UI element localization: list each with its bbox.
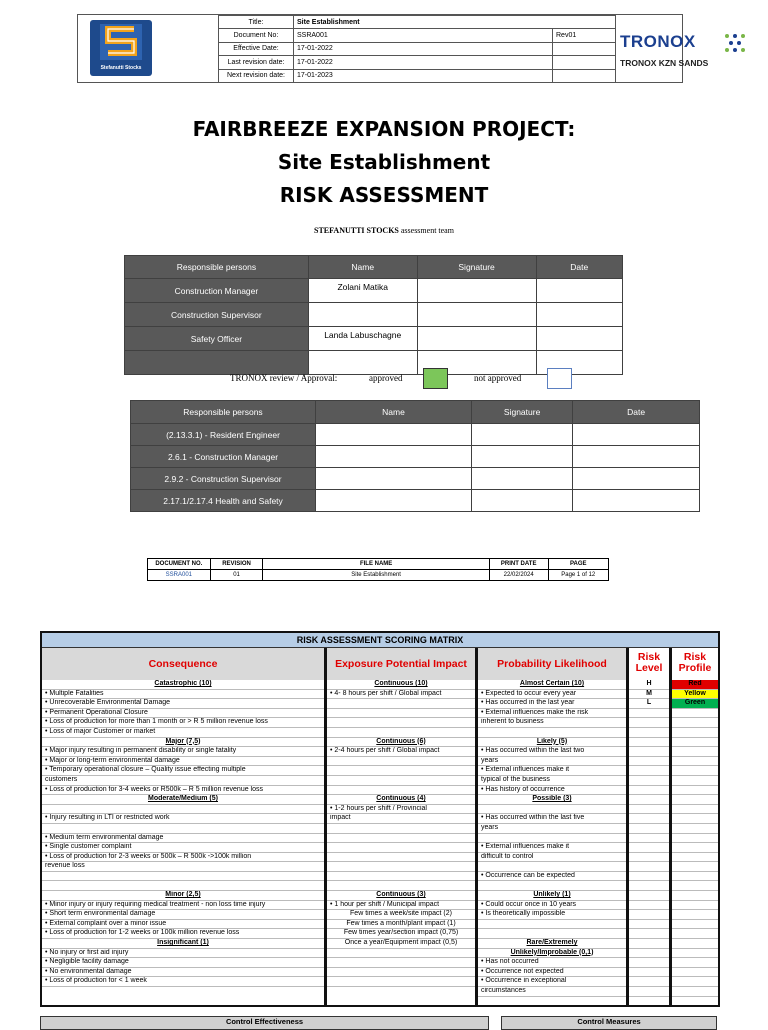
criteria-line <box>327 786 475 796</box>
criteria-line <box>478 862 626 872</box>
criteria-line: impact <box>327 814 475 824</box>
table-row <box>125 303 623 327</box>
criteria-line: • External influences make the risk <box>478 709 626 719</box>
header-extra <box>553 42 616 55</box>
criteria-line: circumstances <box>478 987 626 997</box>
column-header: Name <box>308 256 417 279</box>
criteria-line: Once a year/Equipment impact (0,5) <box>327 939 475 949</box>
criteria-line <box>42 824 324 834</box>
criteria-line: difficult to control <box>478 853 626 863</box>
responsible-role: 2.6.1 - Construction Manager <box>131 446 316 468</box>
column-header: Date <box>573 401 700 424</box>
criteria-line <box>327 968 475 978</box>
empty-cell <box>629 920 669 930</box>
criteria-line: • Short term environmental damage <box>42 910 324 920</box>
doc-info-value: SSRA001 <box>148 570 211 581</box>
empty-cell <box>672 872 718 882</box>
document-header <box>77 14 709 83</box>
header-extra <box>553 56 616 69</box>
risk-level-value: L <box>629 699 669 709</box>
table-row <box>131 468 700 490</box>
empty-cell <box>672 987 718 997</box>
responsible-role: Construction Supervisor <box>125 303 309 327</box>
header-extra <box>553 69 616 82</box>
criteria-line <box>478 728 626 738</box>
criteria-line <box>478 834 626 844</box>
signature-cell[interactable] <box>472 490 573 512</box>
column-divider <box>324 648 327 1005</box>
tronox-brand: TRONOX <box>620 32 696 51</box>
date-cell[interactable] <box>573 424 700 446</box>
person-name <box>308 303 417 327</box>
responsible-role: Safety Officer <box>125 327 309 351</box>
category-heading: Rare/Extremely <box>478 939 626 949</box>
risk-scoring-matrix <box>40 631 720 1007</box>
column-header: Responsible persons <box>131 401 316 424</box>
sign-off-table <box>130 400 700 512</box>
empty-cell <box>672 776 718 786</box>
stefanutti-logo-box <box>78 15 219 82</box>
empty-cell <box>672 728 718 738</box>
category-heading: Unlikely (1) <box>478 891 626 901</box>
empty-cell <box>629 891 669 901</box>
empty-cell <box>672 834 718 844</box>
criteria-line <box>478 929 626 939</box>
empty-cell <box>672 910 718 920</box>
criteria-line: • Loss of production for 2-3 weeks or 500k – R 500k ->100k million <box>42 853 324 863</box>
criteria-line: • Occurrence can be expected <box>478 872 626 882</box>
empty-cell <box>629 805 669 815</box>
stefanutti-logo-text: Stefanutti Stocks <box>100 65 142 71</box>
header-value: SSRA001 <box>294 29 553 42</box>
empty-cell <box>672 747 718 757</box>
header-value: 17-01-2022 <box>294 56 553 69</box>
column-header: Name <box>316 401 472 424</box>
signature-cell[interactable] <box>417 303 536 327</box>
stefanutti-s-icon <box>90 20 152 66</box>
header-row <box>219 42 616 55</box>
empty-cell <box>629 747 669 757</box>
criteria-line: Few times a week/site impact (2) <box>327 910 475 920</box>
criteria-line: • Loss of production for more than 1 month or > R 5 million revenue loss <box>42 718 324 728</box>
criteria-line: • Unrecoverable Environmental Damage <box>42 699 324 709</box>
criteria-line <box>42 881 324 891</box>
criteria-line <box>327 977 475 987</box>
empty-cell <box>672 891 718 901</box>
empty-cell <box>672 786 718 796</box>
empty-cell <box>672 766 718 776</box>
criteria-line: • Is theoretically impossible <box>478 910 626 920</box>
header-value: Site Establishment <box>294 16 616 29</box>
empty-cell <box>672 949 718 959</box>
empty-cell <box>629 824 669 834</box>
empty-cell <box>672 738 718 748</box>
empty-cell <box>672 718 718 728</box>
category-heading: Moderate/Medium (5) <box>42 795 324 805</box>
category-heading: Possible (3) <box>478 795 626 805</box>
doc-info-value: Page 1 of 12 <box>548 570 608 581</box>
team-company: STEFANUTTI STOCKS <box>314 226 399 235</box>
criteria-line <box>327 709 475 719</box>
tronox-subtitle: TRONOX KZN SANDS <box>620 58 709 68</box>
criteria-line: • Has history of occurrence <box>478 786 626 796</box>
criteria-line <box>327 728 475 738</box>
risk-profile-value: Green <box>672 699 718 709</box>
criteria-line <box>327 757 475 767</box>
column-divider <box>475 648 478 1005</box>
header-label: Next revision date: <box>219 69 294 82</box>
doc-info-value: Site Establishment <box>263 570 489 581</box>
table-row <box>125 327 623 351</box>
category-heading: Catastrophic (10) <box>42 680 324 690</box>
header-label: Last revision date: <box>219 56 294 69</box>
criteria-line <box>327 958 475 968</box>
criteria-line: • Has occurred within the last five <box>478 814 626 824</box>
criteria-line: • 4- 8 hours per shift / Global impact <box>327 690 475 700</box>
doc-info-header: PRINT DATE <box>489 559 548 570</box>
criteria-line: customers <box>42 776 324 786</box>
empty-cell <box>672 920 718 930</box>
criteria-line: • Occurrence in exceptional <box>478 977 626 987</box>
header-row <box>219 56 616 69</box>
criteria-line <box>327 862 475 872</box>
category-heading: Minor (2,5) <box>42 891 324 901</box>
criteria-line: • Loss of major Customer or market <box>42 728 324 738</box>
empty-cell <box>672 958 718 968</box>
date-cell[interactable] <box>573 468 700 490</box>
empty-cell <box>629 977 669 987</box>
table-row <box>131 446 700 468</box>
table-row <box>131 424 700 446</box>
criteria-line: • Has occurred in the last year <box>478 699 626 709</box>
date-cell[interactable] <box>536 303 622 327</box>
empty-cell <box>629 766 669 776</box>
empty-cell <box>672 709 718 719</box>
criteria-line: • Major or long-term environmental damage <box>42 757 324 767</box>
criteria-line <box>478 805 626 815</box>
criteria-line: • Injury resulting in LTI or restricted work <box>42 814 324 824</box>
empty-cell <box>629 795 669 805</box>
risk-level-value: M <box>629 690 669 700</box>
header-row <box>219 29 616 42</box>
risk-profile-header: Risk Profile <box>672 648 718 680</box>
criteria-line <box>327 872 475 882</box>
header-label: Document No: <box>219 29 294 42</box>
matrix-title: RISK ASSESSMENT SCORING MATRIX <box>42 633 718 648</box>
empty-cell <box>672 814 718 824</box>
header-row <box>219 69 616 82</box>
risk-level-value: H <box>629 680 669 690</box>
empty-cell <box>672 881 718 891</box>
exposure-header: Exposure Potential Impact <box>327 648 475 680</box>
column-divider <box>626 648 629 1005</box>
empty-cell <box>672 939 718 949</box>
criteria-line: revenue loss <box>42 862 324 872</box>
document-title: Site Establishment <box>277 150 491 174</box>
criteria-line <box>327 776 475 786</box>
criteria-line: • Major injury resulting in permanent disability or single fatality <box>42 747 324 757</box>
criteria-line <box>327 699 475 709</box>
risk-assessment-heading: RISK ASSESSMENT <box>279 183 489 207</box>
empty-cell <box>672 929 718 939</box>
criteria-line <box>42 805 324 815</box>
criteria-line: • Loss of production for < 1 week <box>42 977 324 987</box>
name-cell[interactable] <box>316 468 472 490</box>
empty-cell <box>672 805 718 815</box>
project-title: FAIRBREEZE EXPANSION PROJECT: <box>192 117 576 141</box>
criteria-line: years <box>478 824 626 834</box>
empty-cell <box>672 901 718 911</box>
person-name: Landa Labuschagne <box>308 327 417 351</box>
empty-cell <box>672 843 718 853</box>
criteria-line <box>327 766 475 776</box>
signature-cell[interactable] <box>417 327 536 351</box>
control-effectiveness-header: Control Effectiveness <box>40 1016 489 1030</box>
empty-cell <box>629 862 669 872</box>
empty-cell <box>629 786 669 796</box>
criteria-line <box>327 718 475 728</box>
table-row <box>125 279 623 303</box>
responsible-role <box>125 351 309 375</box>
empty-cell <box>672 757 718 767</box>
tronox-logo-box <box>616 15 709 82</box>
criteria-line: • 1 hour per shift / Municipal impact <box>327 901 475 911</box>
probability-header: Probability Likelihood <box>478 648 626 680</box>
empty-cell <box>629 958 669 968</box>
empty-cell <box>629 968 669 978</box>
criteria-line: • Could occur once in 10 years <box>478 901 626 911</box>
column-header: Signature <box>417 256 536 279</box>
header-label: Effective Date: <box>219 42 294 55</box>
signature-cell[interactable] <box>472 424 573 446</box>
risk-level-header: Risk Level <box>629 648 669 680</box>
document-info-table <box>147 558 609 581</box>
criteria-line: • Loss of production for 1-2 weeks or 100k million revenue loss <box>42 929 324 939</box>
empty-cell <box>629 718 669 728</box>
name-cell[interactable] <box>316 446 472 468</box>
category-heading: Major (7,5) <box>42 738 324 748</box>
column-divider <box>669 648 672 1005</box>
empty-cell <box>629 949 669 959</box>
criteria-line: Few times a month/plant impact (1) <box>327 920 475 930</box>
date-cell[interactable] <box>573 490 700 512</box>
signature-cell[interactable] <box>417 279 536 303</box>
empty-cell <box>629 901 669 911</box>
approval-label: TRONOX review / Approval: <box>230 373 338 383</box>
doc-info-value: 01 <box>210 570 263 581</box>
name-cell[interactable] <box>316 424 472 446</box>
criteria-line <box>327 824 475 834</box>
table-row <box>131 490 700 512</box>
header-row <box>219 16 616 29</box>
column-header: Signature <box>472 401 573 424</box>
criteria-line: years <box>478 757 626 767</box>
criteria-line: • External influences make it <box>478 843 626 853</box>
criteria-line <box>327 881 475 891</box>
criteria-line <box>327 834 475 844</box>
category-heading: Likely (5) <box>478 738 626 748</box>
doc-info-header: REVISION <box>210 559 263 570</box>
criteria-line <box>327 843 475 853</box>
not-approved-checkbox[interactable] <box>547 368 572 389</box>
category-heading: Continuous (4) <box>327 795 475 805</box>
exposure-column <box>327 680 475 987</box>
header-extra: Rev01 <box>553 29 616 42</box>
column-header: Date <box>536 256 622 279</box>
criteria-line: • Has occurred within the last two <box>478 747 626 757</box>
category-heading: Continuous (3) <box>327 891 475 901</box>
criteria-line <box>478 881 626 891</box>
empty-cell <box>629 834 669 844</box>
empty-cell <box>629 881 669 891</box>
consequence-header: Consequence <box>42 648 324 680</box>
responsible-role: (2.13.3.1) - Resident Engineer <box>131 424 316 446</box>
empty-cell <box>629 709 669 719</box>
category-heading: Continuous (10) <box>327 680 475 690</box>
not-approved-label: not approved <box>474 373 522 383</box>
person-name <box>308 351 417 375</box>
empty-cell <box>629 872 669 882</box>
criteria-line: • Multiple Fatalities <box>42 690 324 700</box>
risk-level-column <box>629 680 669 997</box>
criteria-line: Few times year/section impact (0,75) <box>327 929 475 939</box>
responsible-role: Construction Manager <box>125 279 309 303</box>
category-heading: Unlikely/Improbable (0,1) <box>478 949 626 959</box>
doc-info-value: 22/02/2024 <box>489 570 548 581</box>
name-cell[interactable] <box>316 490 472 512</box>
doc-info-header: FILE NAME <box>263 559 489 570</box>
empty-cell <box>629 728 669 738</box>
date-cell[interactable] <box>536 327 622 351</box>
empty-cell <box>629 939 669 949</box>
responsible-role: 2.17.1/2.17.4 Health and Safety <box>131 490 316 512</box>
header-value: 17-01-2023 <box>294 69 553 82</box>
criteria-line: • 1-2 hours per shift / Provincial <box>327 805 475 815</box>
empty-cell <box>672 795 718 805</box>
criteria-line: • No environmental damage <box>42 968 324 978</box>
header-value: 17-01-2022 <box>294 42 553 55</box>
empty-cell <box>629 776 669 786</box>
empty-cell <box>629 910 669 920</box>
criteria-line <box>327 853 475 863</box>
criteria-line: • Permanent Operational Closure <box>42 709 324 719</box>
criteria-line: inherent to business <box>478 718 626 728</box>
consequence-column <box>42 680 324 987</box>
control-measures-header: Control Measures <box>501 1016 717 1030</box>
criteria-line: • Medium term environmental damage <box>42 834 324 844</box>
doc-info-header: PAGE <box>548 559 608 570</box>
person-name: Zolani Matika <box>308 279 417 303</box>
empty-cell <box>629 929 669 939</box>
category-heading: Almost Certain (10) <box>478 680 626 690</box>
empty-cell <box>672 977 718 987</box>
criteria-line <box>478 920 626 930</box>
responsible-persons-table <box>124 255 623 375</box>
empty-cell <box>629 987 669 997</box>
team-label: assessment team <box>398 226 454 235</box>
criteria-line: • Temporary operational closure – Quality issue effecting multiple <box>42 766 324 776</box>
risk-profile-column <box>672 680 718 997</box>
empty-cell <box>629 738 669 748</box>
date-cell[interactable] <box>573 446 700 468</box>
criteria-line: • External complaint over a minor issue <box>42 920 324 930</box>
tronox-dots-icon <box>724 33 746 53</box>
empty-cell <box>672 824 718 834</box>
criteria-line: • Negligible facility damage <box>42 958 324 968</box>
empty-cell <box>629 853 669 863</box>
doc-info-header: DOCUMENT NO. <box>148 559 211 570</box>
category-heading: Continuous (6) <box>327 738 475 748</box>
criteria-line: • Occurrence not expected <box>478 968 626 978</box>
signature-cell[interactable] <box>472 446 573 468</box>
category-heading: Insignificant (1) <box>42 939 324 949</box>
assessment-team-line <box>0 226 768 235</box>
empty-cell <box>672 853 718 863</box>
empty-cell <box>629 843 669 853</box>
criteria-line: typical of the business <box>478 776 626 786</box>
criteria-line: • 2-4 hours per shift / Global impact <box>327 747 475 757</box>
criteria-line <box>42 872 324 882</box>
criteria-line: • Single customer complaint <box>42 843 324 853</box>
criteria-line: • Expected to occur every year <box>478 690 626 700</box>
column-header: Responsible persons <box>125 256 309 279</box>
header-label: Title: <box>219 16 294 29</box>
empty-cell <box>629 757 669 767</box>
approved-label: approved <box>369 373 403 383</box>
empty-cell <box>672 968 718 978</box>
criteria-line: • External influences make it <box>478 766 626 776</box>
approved-checkbox[interactable] <box>423 368 448 389</box>
probability-column <box>478 680 626 997</box>
empty-cell <box>629 814 669 824</box>
criteria-line: • Minor injury or injury requiring medical treatment - non loss time injury <box>42 901 324 911</box>
stefanutti-logo <box>90 20 152 76</box>
criteria-line: • Has not occurred <box>478 958 626 968</box>
date-cell[interactable] <box>536 279 622 303</box>
empty-cell <box>672 862 718 872</box>
document-control-table <box>218 15 616 83</box>
responsible-role: 2.9.2 - Construction Supervisor <box>131 468 316 490</box>
criteria-line: • Loss of production for 3-4 weeks or R500k – R 5 million revenue loss <box>42 786 324 796</box>
criteria-line <box>327 949 475 959</box>
signature-cell[interactable] <box>472 468 573 490</box>
criteria-line: • No injury or first aid injury <box>42 949 324 959</box>
risk-profile-value: Red <box>672 680 718 690</box>
risk-profile-value: Yellow <box>672 690 718 700</box>
